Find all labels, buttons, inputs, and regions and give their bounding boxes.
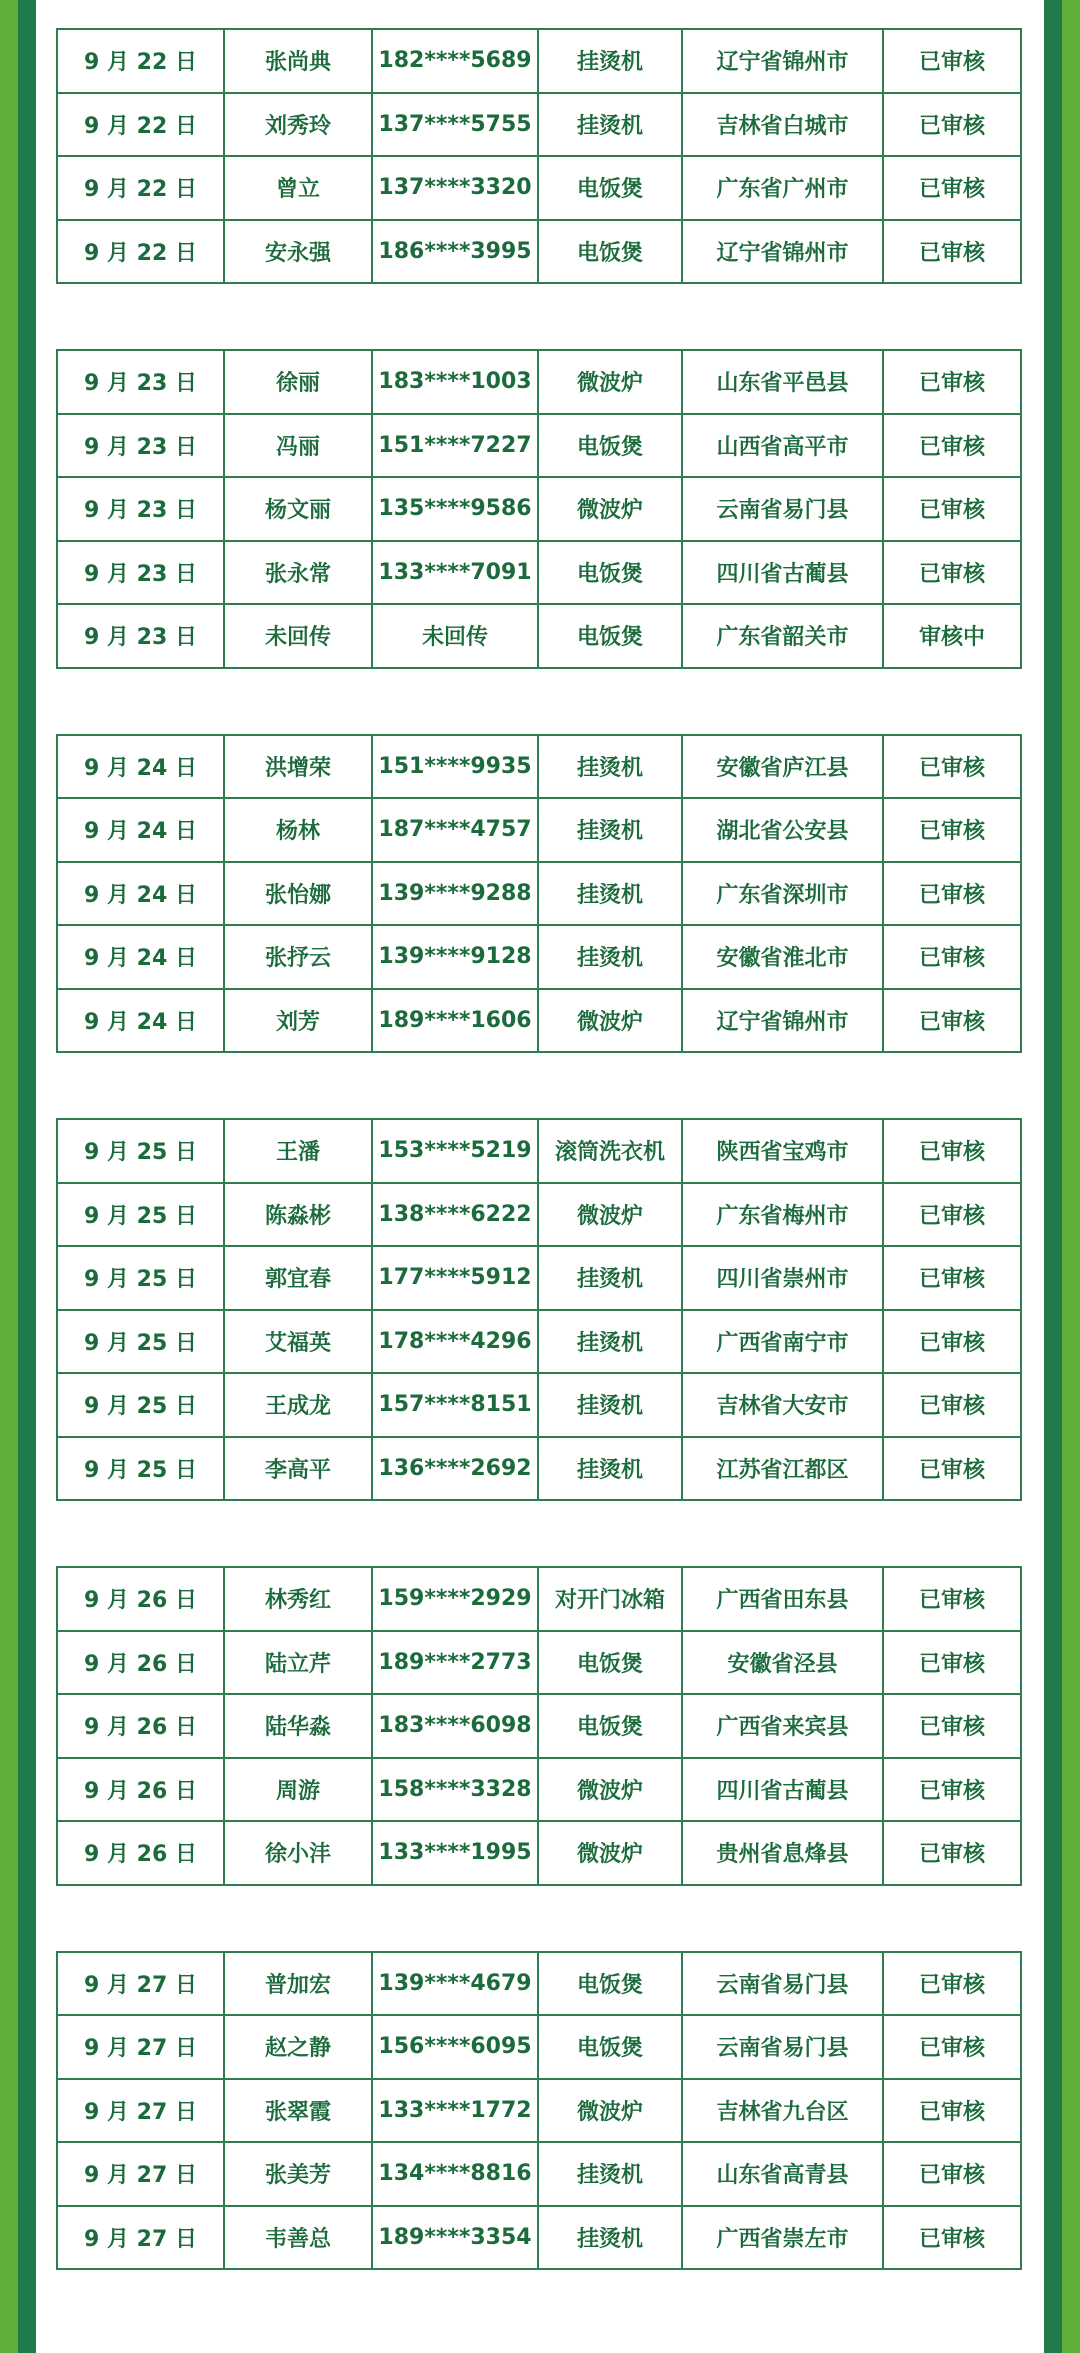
date-cell: 9 月 23 日 (57, 604, 224, 668)
phone-cell: 189****1606 (372, 989, 538, 1053)
phone-cell: 183****6098 (372, 1694, 538, 1758)
phone-cell: 178****4296 (372, 1310, 538, 1374)
item-cell: 挂烫机 (538, 925, 682, 989)
date-group-table (56, 28, 1022, 284)
location-cell: 广东省韶关市 (682, 604, 883, 668)
status-cell: 已审核 (883, 989, 1021, 1053)
item-cell: 微波炉 (538, 1758, 682, 1822)
table-row (57, 1246, 1021, 1310)
name-cell: 冯丽 (224, 414, 372, 478)
table-row (57, 350, 1021, 414)
status-cell: 已审核 (883, 541, 1021, 605)
table-row (57, 477, 1021, 541)
table-row (57, 1310, 1021, 1374)
name-cell: 陈淼彬 (224, 1183, 372, 1247)
status-cell: 已审核 (883, 2015, 1021, 2079)
date-cell: 9 月 22 日 (57, 220, 224, 284)
status-cell: 已审核 (883, 1821, 1021, 1885)
status-cell: 已审核 (883, 1567, 1021, 1631)
table-row (57, 798, 1021, 862)
table-row (57, 2206, 1021, 2270)
item-cell: 电饭煲 (538, 156, 682, 220)
item-cell: 挂烫机 (538, 1437, 682, 1501)
item-cell: 挂烫机 (538, 798, 682, 862)
winner-list (56, 28, 1020, 2335)
name-cell: 曾立 (224, 156, 372, 220)
status-cell: 已审核 (883, 2079, 1021, 2143)
name-cell: 杨文丽 (224, 477, 372, 541)
phone-cell: 139****4679 (372, 1952, 538, 2016)
date-cell: 9 月 26 日 (57, 1631, 224, 1695)
phone-cell: 189****2773 (372, 1631, 538, 1695)
name-cell: 安永强 (224, 220, 372, 284)
date-cell: 9 月 23 日 (57, 541, 224, 605)
location-cell: 吉林省白城市 (682, 93, 883, 157)
location-cell: 安徽省淮北市 (682, 925, 883, 989)
status-cell: 已审核 (883, 1119, 1021, 1183)
item-cell: 电饭煲 (538, 414, 682, 478)
location-cell: 山东省平邑县 (682, 350, 883, 414)
status-cell: 已审核 (883, 2206, 1021, 2270)
phone-cell: 139****9288 (372, 862, 538, 926)
name-cell: 张怡娜 (224, 862, 372, 926)
item-cell: 挂烫机 (538, 2142, 682, 2206)
phone-cell: 137****5755 (372, 93, 538, 157)
phone-cell: 151****9935 (372, 735, 538, 799)
name-cell: 徐丽 (224, 350, 372, 414)
item-cell: 挂烫机 (538, 862, 682, 926)
name-cell: 杨林 (224, 798, 372, 862)
phone-cell: 133****1772 (372, 2079, 538, 2143)
table-row (57, 925, 1021, 989)
status-cell: 已审核 (883, 350, 1021, 414)
date-cell: 9 月 27 日 (57, 2142, 224, 2206)
table-row (57, 1437, 1021, 1501)
status-cell: 已审核 (883, 1952, 1021, 2016)
name-cell: 周游 (224, 1758, 372, 1822)
table-row (57, 1373, 1021, 1437)
date-cell: 9 月 25 日 (57, 1119, 224, 1183)
item-cell: 对开门冰箱 (538, 1567, 682, 1631)
table-row (57, 1952, 1021, 2016)
name-cell: 张翠霞 (224, 2079, 372, 2143)
table-row (57, 414, 1021, 478)
date-cell: 9 月 27 日 (57, 2079, 224, 2143)
status-cell: 审核中 (883, 604, 1021, 668)
status-cell: 已审核 (883, 862, 1021, 926)
phone-cell: 182****5689 (372, 29, 538, 93)
date-cell: 9 月 27 日 (57, 2206, 224, 2270)
date-cell: 9 月 25 日 (57, 1373, 224, 1437)
phone-cell: 138****6222 (372, 1183, 538, 1247)
location-cell: 江苏省江都区 (682, 1437, 883, 1501)
name-cell: 张抒云 (224, 925, 372, 989)
right-decorative-border (1044, 0, 1080, 2353)
location-cell: 吉林省大安市 (682, 1373, 883, 1437)
item-cell: 微波炉 (538, 350, 682, 414)
status-cell: 已审核 (883, 925, 1021, 989)
phone-cell: 183****1003 (372, 350, 538, 414)
table-row (57, 2015, 1021, 2079)
item-cell: 微波炉 (538, 1183, 682, 1247)
table-row (57, 1694, 1021, 1758)
name-cell: 洪增荣 (224, 735, 372, 799)
name-cell: 王潘 (224, 1119, 372, 1183)
item-cell: 微波炉 (538, 989, 682, 1053)
phone-cell: 未回传 (372, 604, 538, 668)
location-cell: 安徽省泾县 (682, 1631, 883, 1695)
status-cell: 已审核 (883, 1694, 1021, 1758)
location-cell: 辽宁省锦州市 (682, 220, 883, 284)
name-cell: 未回传 (224, 604, 372, 668)
location-cell: 广西省田东县 (682, 1567, 883, 1631)
date-cell: 9 月 24 日 (57, 735, 224, 799)
item-cell: 电饭煲 (538, 2015, 682, 2079)
location-cell: 广东省梅州市 (682, 1183, 883, 1247)
status-cell: 已审核 (883, 1631, 1021, 1695)
table-row (57, 862, 1021, 926)
status-cell: 已审核 (883, 29, 1021, 93)
date-cell: 9 月 24 日 (57, 862, 224, 926)
phone-cell: 187****4757 (372, 798, 538, 862)
phone-cell: 157****8151 (372, 1373, 538, 1437)
item-cell: 微波炉 (538, 1821, 682, 1885)
item-cell: 微波炉 (538, 2079, 682, 2143)
date-cell: 9 月 22 日 (57, 29, 224, 93)
phone-cell: 156****6095 (372, 2015, 538, 2079)
phone-cell: 159****2929 (372, 1567, 538, 1631)
phone-cell: 137****3320 (372, 156, 538, 220)
phone-cell: 133****1995 (372, 1821, 538, 1885)
name-cell: 陆华淼 (224, 1694, 372, 1758)
location-cell: 安徽省庐江县 (682, 735, 883, 799)
name-cell: 林秀红 (224, 1567, 372, 1631)
item-cell: 电饭煲 (538, 220, 682, 284)
name-cell: 韦善总 (224, 2206, 372, 2270)
name-cell: 张美芳 (224, 2142, 372, 2206)
table-row (57, 2142, 1021, 2206)
date-cell: 9 月 23 日 (57, 350, 224, 414)
status-cell: 已审核 (883, 1373, 1021, 1437)
phone-cell: 139****9128 (372, 925, 538, 989)
name-cell: 张永常 (224, 541, 372, 605)
location-cell: 湖北省公安县 (682, 798, 883, 862)
item-cell: 电饭煲 (538, 1631, 682, 1695)
name-cell: 普加宏 (224, 1952, 372, 2016)
location-cell: 山东省高青县 (682, 2142, 883, 2206)
date-cell: 9 月 26 日 (57, 1694, 224, 1758)
table-row (57, 735, 1021, 799)
date-cell: 9 月 25 日 (57, 1310, 224, 1374)
item-cell: 挂烫机 (538, 93, 682, 157)
item-cell: 挂烫机 (538, 1310, 682, 1374)
item-cell: 电饭煲 (538, 604, 682, 668)
item-cell: 挂烫机 (538, 1373, 682, 1437)
date-cell: 9 月 25 日 (57, 1246, 224, 1310)
item-cell: 挂烫机 (538, 1246, 682, 1310)
date-group-table (56, 1566, 1022, 1886)
date-cell: 9 月 24 日 (57, 798, 224, 862)
item-cell: 电饭煲 (538, 1952, 682, 2016)
status-cell: 已审核 (883, 156, 1021, 220)
location-cell: 山西省高平市 (682, 414, 883, 478)
name-cell: 李高平 (224, 1437, 372, 1501)
table-row (57, 1821, 1021, 1885)
location-cell: 云南省易门县 (682, 1952, 883, 2016)
status-cell: 已审核 (883, 220, 1021, 284)
status-cell: 已审核 (883, 2142, 1021, 2206)
name-cell: 王成龙 (224, 1373, 372, 1437)
phone-cell: 153****5219 (372, 1119, 538, 1183)
name-cell: 陆立芹 (224, 1631, 372, 1695)
location-cell: 广西省来宾县 (682, 1694, 883, 1758)
location-cell: 辽宁省锦州市 (682, 989, 883, 1053)
status-cell: 已审核 (883, 1246, 1021, 1310)
date-cell: 9 月 26 日 (57, 1758, 224, 1822)
location-cell: 辽宁省锦州市 (682, 29, 883, 93)
name-cell: 张尚典 (224, 29, 372, 93)
status-cell: 已审核 (883, 414, 1021, 478)
location-cell: 贵州省息烽县 (682, 1821, 883, 1885)
phone-cell: 151****7227 (372, 414, 538, 478)
table-row (57, 1631, 1021, 1695)
date-cell: 9 月 24 日 (57, 989, 224, 1053)
date-cell: 9 月 22 日 (57, 156, 224, 220)
phone-cell: 135****9586 (372, 477, 538, 541)
phone-cell: 134****8816 (372, 2142, 538, 2206)
date-group-table (56, 1951, 1022, 2271)
name-cell: 刘秀玲 (224, 93, 372, 157)
name-cell: 刘芳 (224, 989, 372, 1053)
phone-cell: 136****2692 (372, 1437, 538, 1501)
left-decorative-border (0, 0, 36, 2353)
table-row (57, 1567, 1021, 1631)
table-row (57, 989, 1021, 1053)
table-row (57, 604, 1021, 668)
date-cell: 9 月 25 日 (57, 1183, 224, 1247)
table-row (57, 29, 1021, 93)
item-cell: 挂烫机 (538, 29, 682, 93)
date-cell: 9 月 26 日 (57, 1567, 224, 1631)
item-cell: 电饭煲 (538, 541, 682, 605)
date-cell: 9 月 25 日 (57, 1437, 224, 1501)
table-row (57, 541, 1021, 605)
item-cell: 微波炉 (538, 477, 682, 541)
status-cell: 已审核 (883, 1183, 1021, 1247)
location-cell: 陕西省宝鸡市 (682, 1119, 883, 1183)
location-cell: 云南省易门县 (682, 477, 883, 541)
date-group-table (56, 1118, 1022, 1501)
date-cell: 9 月 24 日 (57, 925, 224, 989)
date-group-table (56, 734, 1022, 1054)
table-row (57, 1119, 1021, 1183)
name-cell: 郭宜春 (224, 1246, 372, 1310)
date-group-table (56, 349, 1022, 669)
status-cell: 已审核 (883, 1758, 1021, 1822)
item-cell: 电饭煲 (538, 1694, 682, 1758)
table-row (57, 2079, 1021, 2143)
date-cell: 9 月 23 日 (57, 414, 224, 478)
item-cell: 挂烫机 (538, 2206, 682, 2270)
location-cell: 吉林省九台区 (682, 2079, 883, 2143)
phone-cell: 186****3995 (372, 220, 538, 284)
status-cell: 已审核 (883, 1437, 1021, 1501)
date-cell: 9 月 23 日 (57, 477, 224, 541)
location-cell: 云南省易门县 (682, 2015, 883, 2079)
name-cell: 徐小沣 (224, 1821, 372, 1885)
location-cell: 四川省崇州市 (682, 1246, 883, 1310)
location-cell: 广西省南宁市 (682, 1310, 883, 1374)
phone-cell: 189****3354 (372, 2206, 538, 2270)
location-cell: 广东省深圳市 (682, 862, 883, 926)
status-cell: 已审核 (883, 477, 1021, 541)
item-cell: 挂烫机 (538, 735, 682, 799)
status-cell: 已审核 (883, 93, 1021, 157)
table-row (57, 1183, 1021, 1247)
table-row (57, 93, 1021, 157)
item-cell: 滚筒洗衣机 (538, 1119, 682, 1183)
date-cell: 9 月 27 日 (57, 2015, 224, 2079)
phone-cell: 158****3328 (372, 1758, 538, 1822)
phone-cell: 177****5912 (372, 1246, 538, 1310)
table-row (57, 156, 1021, 220)
status-cell: 已审核 (883, 798, 1021, 862)
date-cell: 9 月 27 日 (57, 1952, 224, 2016)
phone-cell: 133****7091 (372, 541, 538, 605)
location-cell: 广西省崇左市 (682, 2206, 883, 2270)
location-cell: 四川省古蔺县 (682, 1758, 883, 1822)
name-cell: 艾福英 (224, 1310, 372, 1374)
location-cell: 广东省广州市 (682, 156, 883, 220)
status-cell: 已审核 (883, 735, 1021, 799)
status-cell: 已审核 (883, 1310, 1021, 1374)
date-cell: 9 月 26 日 (57, 1821, 224, 1885)
location-cell: 四川省古蔺县 (682, 541, 883, 605)
name-cell: 赵之静 (224, 2015, 372, 2079)
table-row (57, 220, 1021, 284)
date-cell: 9 月 22 日 (57, 93, 224, 157)
table-row (57, 1758, 1021, 1822)
